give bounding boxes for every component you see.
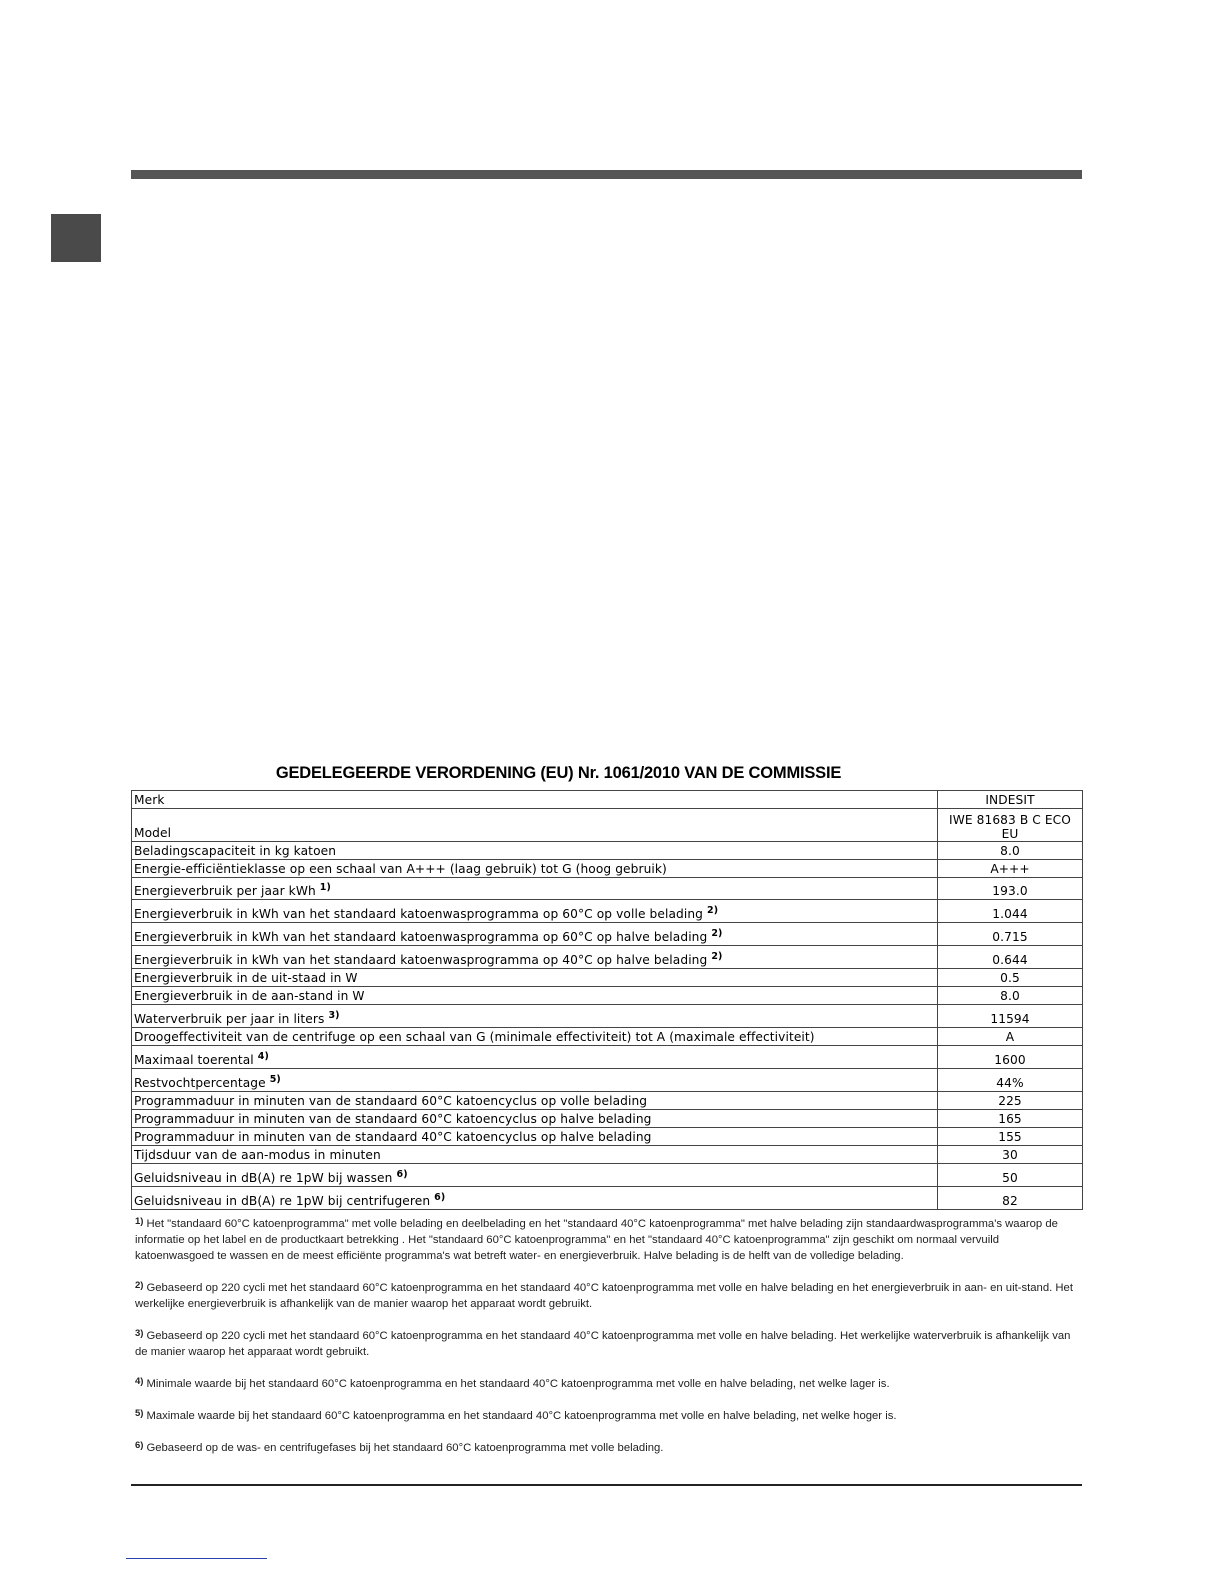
spec-label: Programmaduur in minuten van de standaard 60°C katoencyclus op halve belading xyxy=(132,1110,938,1128)
table-row xyxy=(132,969,1083,987)
spec-value: 1.044 xyxy=(938,900,1083,923)
spec-value: 8.0 xyxy=(938,987,1083,1005)
footnote-ref: 2) xyxy=(711,950,723,962)
footnote-text: Het "standaard 60°C katoenprogramma" met volle belading en deelbelading en het "standaard 40°C katoenprogramma" met halve belading zijn standaardwasprogramma's waarop de informatie op het label en de productkaart betrekking . Het "standaard 60°C katoenprogramma" en het "standaard 40°C katoenprogramma" zijn geschikt om normaal vervuild katoenwasgoed te wassen en de meest efficiënte programma's wat betreft water- en energieverbruik. Halve belading is de helft van de volledige belading. xyxy=(135,1218,1058,1262)
footnote-marker: 3) xyxy=(135,1328,144,1339)
spec-value: 82 xyxy=(938,1187,1083,1210)
table-row xyxy=(132,878,1083,900)
footnote-ref: 5) xyxy=(269,1073,281,1085)
spec-value: 155 xyxy=(938,1128,1083,1146)
spec-label: Energieverbruik in kWh van het standaard katoenwasprogramma op 60°C op volle belading $^{2)}$ xyxy=(132,900,938,923)
footnote-ref: 3) xyxy=(328,1009,340,1021)
footer-link-underline xyxy=(126,1558,267,1559)
table-row xyxy=(132,809,1083,842)
footnote-text: Minimale waarde bij het standaard 60°C katoenprogramma en het standaard 40°C katoenprogramma met volle en halve belading, net welke lager is. xyxy=(146,1378,890,1390)
spec-label: Model xyxy=(132,809,938,842)
footnote xyxy=(135,1278,1080,1312)
footnotes xyxy=(135,1214,1080,1470)
spec-value: 225 xyxy=(938,1092,1083,1110)
spec-label: Droogeffectiviteit van de centrifuge op een schaal van G (minimale effectiviteit) tot A (maximale effectiviteit) xyxy=(132,1028,938,1046)
spec-label: Energieverbruik in de aan-stand in W xyxy=(132,987,938,1005)
spec-label: Energie-efficiëntieklasse op een schaal van A+++ (laag gebruik) tot G (hoog gebruik) xyxy=(132,860,938,878)
spec-label: Programmaduur in minuten van de standaard 60°C katoencyclus op volle belading xyxy=(132,1092,938,1110)
footnote-text: Gebaseerd op 220 cycli met het standaard 60°C katoenprogramma en het standaard 40°C katoenprogramma met volle en halve belading. Het werkelijke waterverbruik is afhankelijk van de manier waarop het apparaat wordt gebruikt. xyxy=(135,1330,1071,1358)
table-row xyxy=(132,842,1083,860)
spec-label: Waterverbruik per jaar in liters $^{3)}$ xyxy=(132,1005,938,1028)
footnote xyxy=(135,1326,1080,1360)
spec-value: A+++ xyxy=(938,860,1083,878)
footnote-text: Maximale waarde bij het standaard 60°C katoenprogramma en het standaard 40°C katoenprogramma met volle en halve belading, net welke hoger is. xyxy=(146,1410,897,1422)
spec-value: INDESIT xyxy=(938,791,1083,809)
footnote xyxy=(135,1374,1080,1392)
spec-value: 1600 xyxy=(938,1046,1083,1069)
spec-label: Tijdsduur van de aan-modus in minuten xyxy=(132,1146,938,1164)
table-row xyxy=(132,1069,1083,1092)
footnote-text: Gebaseerd op 220 cycli met het standaard 60°C katoenprogramma en het standaard 40°C katoenprogramma met volle en halve belading en het energieverbruik in aan- en uit-stand. Het werkelijke energieverbruik is afhankelijk van de manier waarop het apparaat wordt gebruikt. xyxy=(135,1282,1073,1310)
footnote xyxy=(135,1406,1080,1424)
document-title: GEDELEGEERDE VERORDENING (EU) Nr. 1061/2010 VAN DE COMMISSIE xyxy=(275,764,842,782)
table-row xyxy=(132,987,1083,1005)
spec-label: Energieverbruik per jaar kWh $^{1)}$ xyxy=(132,878,938,900)
spec-label: Merk xyxy=(132,791,938,809)
footnote-marker: 4) xyxy=(135,1376,144,1387)
spec-value: 193.0 xyxy=(938,878,1083,900)
table-row xyxy=(132,1028,1083,1046)
spec-value: 44% xyxy=(938,1069,1083,1092)
table-row xyxy=(132,923,1083,946)
spec-label: Beladingscapaciteit in kg katoen xyxy=(132,842,938,860)
footnote-ref: 6) xyxy=(396,1168,408,1180)
spec-value: IWE 81683 B C ECO EU xyxy=(938,809,1083,842)
top-rule xyxy=(131,170,1082,179)
product-spec-table xyxy=(131,790,1083,1210)
spec-value: 0.644 xyxy=(938,946,1083,969)
footnote-ref: 6) xyxy=(434,1191,446,1203)
table-row xyxy=(132,1128,1083,1146)
table-row xyxy=(132,1092,1083,1110)
table-row xyxy=(132,1146,1083,1164)
table-row xyxy=(132,1164,1083,1187)
table-row xyxy=(132,791,1083,809)
spec-value: A xyxy=(938,1028,1083,1046)
spec-label: Geluidsniveau in dB(A) re 1pW bij centrifugeren $^{6)}$ xyxy=(132,1187,938,1210)
spec-value: 30 xyxy=(938,1146,1083,1164)
table-row xyxy=(132,1110,1083,1128)
spec-label: Restvochtpercentage $^{5)}$ xyxy=(132,1069,938,1092)
table-row xyxy=(132,946,1083,969)
spec-label: Energieverbruik in kWh van het standaard katoenwasprogramma op 60°C op halve belading $^{2)}$ xyxy=(132,923,938,946)
footnote-ref: 4) xyxy=(257,1050,269,1062)
footnote-ref: 1) xyxy=(319,881,331,893)
footnote-ref: 2) xyxy=(706,904,719,916)
footnote-ref: 2) xyxy=(711,927,723,939)
spec-value: 8.0 xyxy=(938,842,1083,860)
table-row xyxy=(132,860,1083,878)
table-row xyxy=(132,1187,1083,1210)
footnote-text: Gebaseerd op de was- en centrifugefases bij het standaard 60°C katoenprogramma met volle belading. xyxy=(146,1442,664,1454)
footnote-marker: 1) xyxy=(135,1216,144,1227)
spec-value: 0.715 xyxy=(938,923,1083,946)
spec-label: Energieverbruik in de uit-staad in W xyxy=(132,969,938,987)
table-row xyxy=(132,1046,1083,1069)
footnote xyxy=(135,1438,1080,1456)
spec-value: 50 xyxy=(938,1164,1083,1187)
bottom-rule xyxy=(131,1484,1082,1486)
spec-label: Programmaduur in minuten van de standaard 40°C katoencyclus op halve belading xyxy=(132,1128,938,1146)
footnote-marker: 2) xyxy=(135,1280,144,1291)
table-row xyxy=(132,1005,1083,1028)
language-tab-marker xyxy=(51,214,101,262)
footnote xyxy=(135,1214,1080,1264)
footnote-marker: 6) xyxy=(135,1440,144,1451)
spec-value: 0.5 xyxy=(938,969,1083,987)
footnote-marker: 5) xyxy=(135,1408,144,1419)
spec-label: Geluidsniveau in dB(A) re 1pW bij wassen $^{6)}$ xyxy=(132,1164,938,1187)
spec-value: 11594 xyxy=(938,1005,1083,1028)
spec-value: 165 xyxy=(938,1110,1083,1128)
spec-label: Maximaal toerental $^{4)}$ xyxy=(132,1046,938,1069)
table-row xyxy=(132,900,1083,923)
spec-label: Energieverbruik in kWh van het standaard katoenwasprogramma op 40°C op halve belading $^{2)}$ xyxy=(132,946,938,969)
